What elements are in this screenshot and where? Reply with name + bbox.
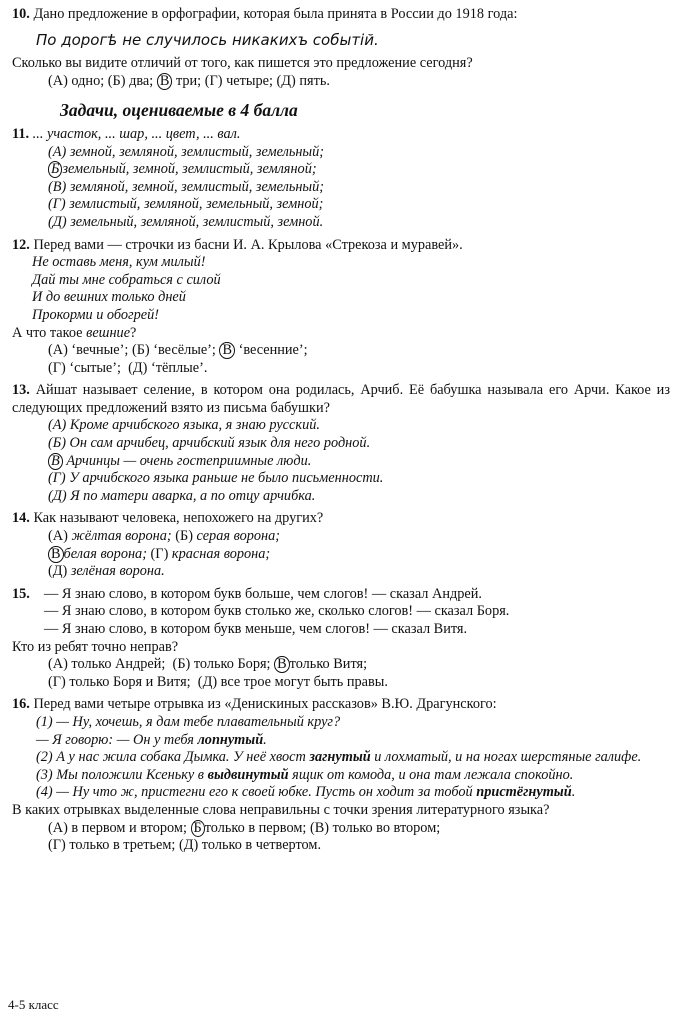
dialogue-line: — Я знаю слово, в котором букв меньше, чем слогов! — сказал Витя. <box>44 621 468 637</box>
poem-line: Не оставь меня, кум милый! <box>32 254 206 271</box>
option-a: жёлтая ворона; <box>71 528 172 545</box>
question-16-prompt: В каких отрывках выделенные слова неправильны с точки зрения литературного языка? <box>12 801 550 818</box>
option-g: (Г) только в третьем; <box>48 837 176 854</box>
question-number: 11. <box>12 125 30 142</box>
question-text: Дано предложение в орфографии, которая была принята в России до 1918 года: <box>33 6 518 22</box>
option-a: (А) одно; <box>48 72 105 89</box>
option-d: только в четвертом. <box>201 837 322 854</box>
option-v: В Арчинцы — очень гостеприимные люди. <box>48 453 670 471</box>
question-text: Перед вами четыре отрывка из «Денискиных рассказов» В.Ю. Драгунского: <box>33 696 497 713</box>
option-v: три; <box>175 72 202 89</box>
option-d: (Д) Я по матери аварка, а по отцу арчибка. <box>48 487 316 504</box>
option-g: (Г) У арчибского языка раньше не было письменности. <box>48 470 384 487</box>
circled-answer-mark: В <box>157 73 173 90</box>
options-g-d: (Г) ‘сытые’; (Д) ‘тёплые’. <box>48 359 208 376</box>
question-number: 12. <box>12 236 30 253</box>
question-11-options <box>12 144 670 232</box>
option-d: (Д) земельный, земляной, землистый, земной. <box>48 213 324 230</box>
question-10 <box>12 6 670 24</box>
dialogue-line: — Я знаю слово, в котором букв столько же, сколько слогов! — сказал Боря. <box>44 603 510 620</box>
option-b: серая ворона; <box>196 528 281 545</box>
option-b: только в первом; <box>204 819 307 836</box>
option-g: (Г) землистый, земляной, земельный, земной; <box>48 196 324 213</box>
excerpt-2: (2) А у нас жила собака Дымка. У неё хвост загнутый и лохматый, и на ногах шерстяные галифе. <box>36 749 642 766</box>
option-v: (В) только во втором; <box>309 819 441 836</box>
option-g: красная ворона; <box>171 545 271 562</box>
option-a: (А) ‘вечные’; <box>48 342 129 359</box>
question-12-options <box>12 342 670 377</box>
question-14-options: (А) жёлтая ворона; (Б) серая ворона; В белая ворона; (Г) красная ворона; (Д) зелёная ворона. <box>48 528 281 580</box>
question-text: ... участок, ... шар, ... цвет, ... вал. <box>32 125 241 142</box>
question-15 <box>12 586 670 604</box>
option-d: зелёная ворона. <box>70 563 165 580</box>
option-v: (В) земляной, земной, землистый, земельный; <box>48 178 325 195</box>
circled-answer-mark: В <box>48 453 63 470</box>
option-b: Б земельный, земной, землистый, земляной; <box>48 161 670 179</box>
question-text: Как называют человека, непохожего на других? <box>33 510 324 527</box>
question-15-options <box>12 656 670 691</box>
question-number: 16. <box>12 696 30 713</box>
question-text: Перед вами — строчки из басни И. А. Крылова «Стрекоза и муравей». <box>33 236 463 253</box>
question-15-prompt: Кто из ребят точно неправ? <box>12 638 179 655</box>
question-text: Айшат называет селение, в котором она родилась, Арчиб. Её бабушка называла его Арчи. Какое из следующих предложений взято из письма бабушки? <box>12 382 670 416</box>
question-13 <box>12 382 670 417</box>
question-16 <box>12 696 670 714</box>
option-a: (А) в первом и втором; <box>48 819 187 836</box>
circled-answer-mark: Б <box>48 161 62 178</box>
question-11 <box>12 126 670 144</box>
excerpt-4: (4) — Ну что ж, пристегни его к своей юбке. Пусть он ходит за тобой пристёгнутый. <box>36 784 576 801</box>
highlighted-word: лопнутый <box>197 731 264 748</box>
excerpt-1: (1) — Ну, хочешь, я дам тебе плавательный круг? <box>36 713 341 730</box>
question-13-options <box>12 417 670 505</box>
question-16-options: (А) в первом и втором; Б только в первом; (В) только во втором; (Г) только в третьем; (Д) только в четвертом. <box>48 819 441 854</box>
options-g-d: (Г) только Боря и Витя; (Д) все трое могут быть правы. <box>48 673 388 690</box>
option-b: (Б) ‘весёлые’; <box>131 342 216 359</box>
dialogue-line: — Я знаю слово, в котором букв больше, чем слогов! — сказал Андрей. <box>44 585 482 602</box>
highlighted-word: загнутый <box>309 749 371 766</box>
poem-line: Прокорми и обогрей! <box>32 306 160 323</box>
page-footer: 4-5 класс <box>8 997 59 1012</box>
question-number: 10. <box>12 6 30 22</box>
poem-line: Дай ты мне собраться с силой <box>32 271 221 288</box>
highlighted-word: пристёгнутый <box>476 784 572 801</box>
option-a: (А) земной, земляной, землистый, земельный; <box>48 143 325 160</box>
question-12-prompt: А что такое вешние? <box>12 324 137 341</box>
excerpts <box>12 714 670 802</box>
poem-line: И до вешних только дней <box>32 289 186 306</box>
circled-answer-mark: В <box>274 656 290 673</box>
question-number: 13. <box>12 382 30 399</box>
option-v: ‘весенние’; <box>238 342 308 359</box>
question-12 <box>12 237 670 255</box>
option-b: (Б) Он сам арчибец, арчибский язык для него родной. <box>48 435 371 452</box>
question-number: 14. <box>12 510 30 527</box>
option-v: белая ворона; <box>63 545 147 562</box>
highlighted-word: выдвинутый <box>207 766 289 783</box>
option-a: (А) Кроме арчибского языка, я знаю русский. <box>48 417 320 434</box>
question-number: 15. <box>12 585 30 602</box>
circled-answer-mark: В <box>48 546 64 563</box>
question-14 <box>12 510 670 528</box>
poem-excerpt <box>12 254 670 324</box>
circled-answer-mark: Б <box>191 820 205 837</box>
circled-answer-mark: В <box>219 342 235 359</box>
excerpt-3: (3) Мы положили Ксеньку в выдвинутый ящик от комода, и она там лежала спокойно. <box>36 766 574 783</box>
option-v: только Витя; <box>289 656 368 673</box>
section-heading: Задачи, оцениваемые в 4 балла <box>60 100 298 121</box>
options-a-b: (А) только Андрей; (Б) только Боря; <box>48 656 271 673</box>
option-g: (Г) четыре; <box>204 72 273 89</box>
excerpt-1-cont: — Я говорю: — Он у тебя лопнутый. <box>36 731 267 748</box>
option-b: (Б) два; <box>107 72 154 89</box>
question-10-prompt: Сколько вы видите отличий от того, как пишется это предложение сегодня? <box>12 55 473 72</box>
question-10-options <box>12 73 670 91</box>
option-d: (Д) пять. <box>276 72 330 89</box>
old-orthography-sentence: По дорогѣ не случилось никакихъ событій. <box>36 30 379 49</box>
